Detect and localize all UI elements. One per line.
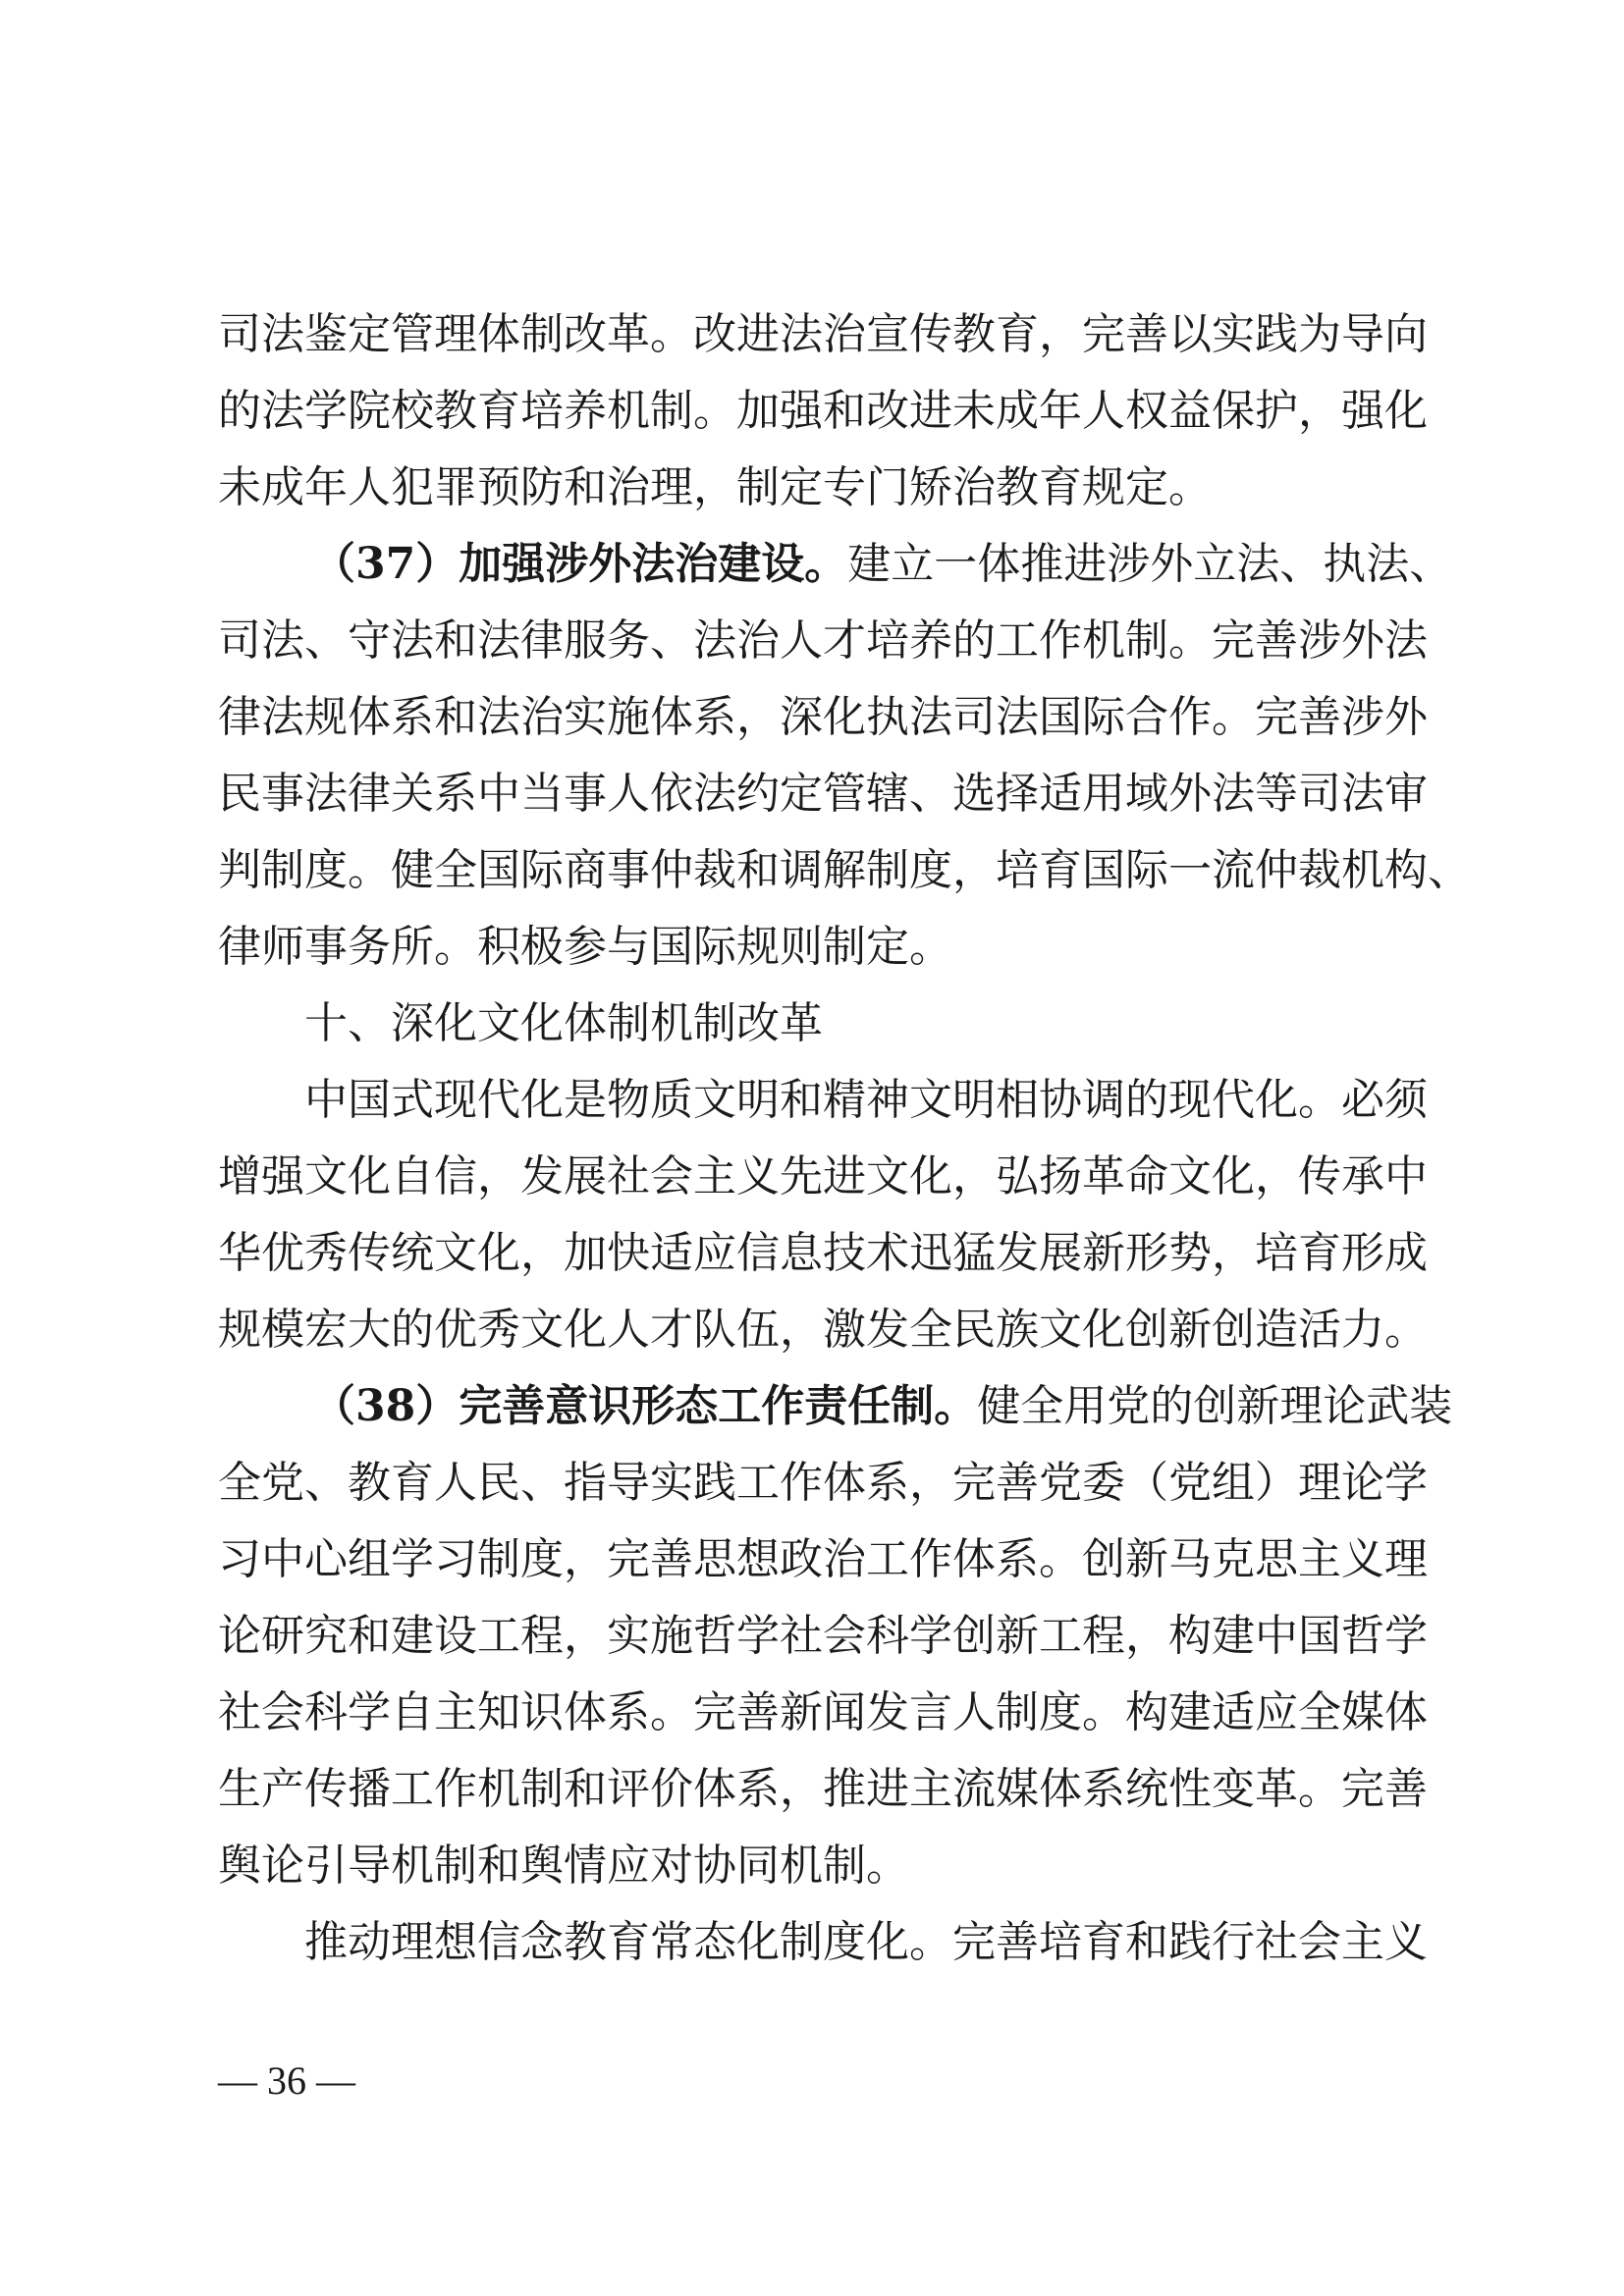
document-body: [218, 296, 1471, 1981]
text-line: 律师事务所。积极参与国际规则制定。: [218, 922, 952, 972]
text-line: 中国式现代化是物质文明和精神文明相协调的现代化。必须: [304, 1075, 1428, 1125]
section-37-first-line-text: 建立一体推进涉外立法、执法、: [847, 539, 1453, 589]
text-line: 司法、守法和法律服务、法治人才培养的工作机制。完善涉外法: [218, 615, 1428, 666]
text-line: 的法学院校教育培养机制。加强和改进未成年人权益保护，强化: [218, 386, 1428, 436]
text-line: 全党、教育人民、指导实践工作体系，完善党委（党组）理论学: [218, 1458, 1428, 1508]
section-heading-10: 十、深化文化体制机制改革: [304, 998, 823, 1048]
text-line: 增强文化自信，发展社会主义先进文化，弘扬革命文化，传承中: [218, 1151, 1428, 1201]
text-line: 社会科学自主知识体系。完善新闻发言人制度。构建适应全媒体: [218, 1687, 1428, 1737]
text-line: 习中心组学习制度，完善思想政治工作体系。创新马克思主义理: [218, 1534, 1428, 1584]
text-line: 规模宏大的优秀文化人才队伍，激发全民族文化创新创造活力。: [218, 1305, 1428, 1355]
section-37-first-line: [218, 526, 1453, 603]
page-number: — 36 —: [218, 2058, 355, 2103]
text-line: 华优秀传统文化，加快适应信息技术迅猛发展新形势，培育形成: [218, 1228, 1428, 1278]
text-line: 推动理想信念教育常态化制度化。完善培育和践行社会主义: [304, 1917, 1428, 1967]
section-38-title: （38）完善意识形态工作责任制。: [312, 1381, 978, 1431]
text-line: 舆论引导机制和舆情应对协同机制。: [218, 1841, 909, 1891]
text-line: 律法规体系和法治实施体系，深化执法司法国际合作。完善涉外: [218, 692, 1428, 742]
text-line: 司法鉴定管理体制改革。改进法治宣传教育，完善以实践为导向: [218, 309, 1428, 359]
text-line: 论研究和建设工程，实施哲学社会科学创新工程，构建中国哲学: [218, 1611, 1428, 1661]
text-line: 判制度。健全国际商事仲裁和调解制度，培育国际一流仲裁机构、: [218, 845, 1471, 895]
section-38-first-line-text: 健全用党的创新理论武装: [977, 1381, 1453, 1431]
text-line: 生产传播工作机制和评价体系，推进主流媒体系统性变革。完善: [218, 1764, 1428, 1814]
text-line: 未成年人犯罪预防和治理，制定专门矫治教育规定。: [218, 462, 1212, 512]
section-37-title: （37）加强涉外法治建设。: [312, 539, 848, 589]
section-38-first-line: [218, 1368, 1453, 1445]
text-line: 民事法律关系中当事人依法约定管辖、选择适用域外法等司法审: [218, 769, 1428, 819]
